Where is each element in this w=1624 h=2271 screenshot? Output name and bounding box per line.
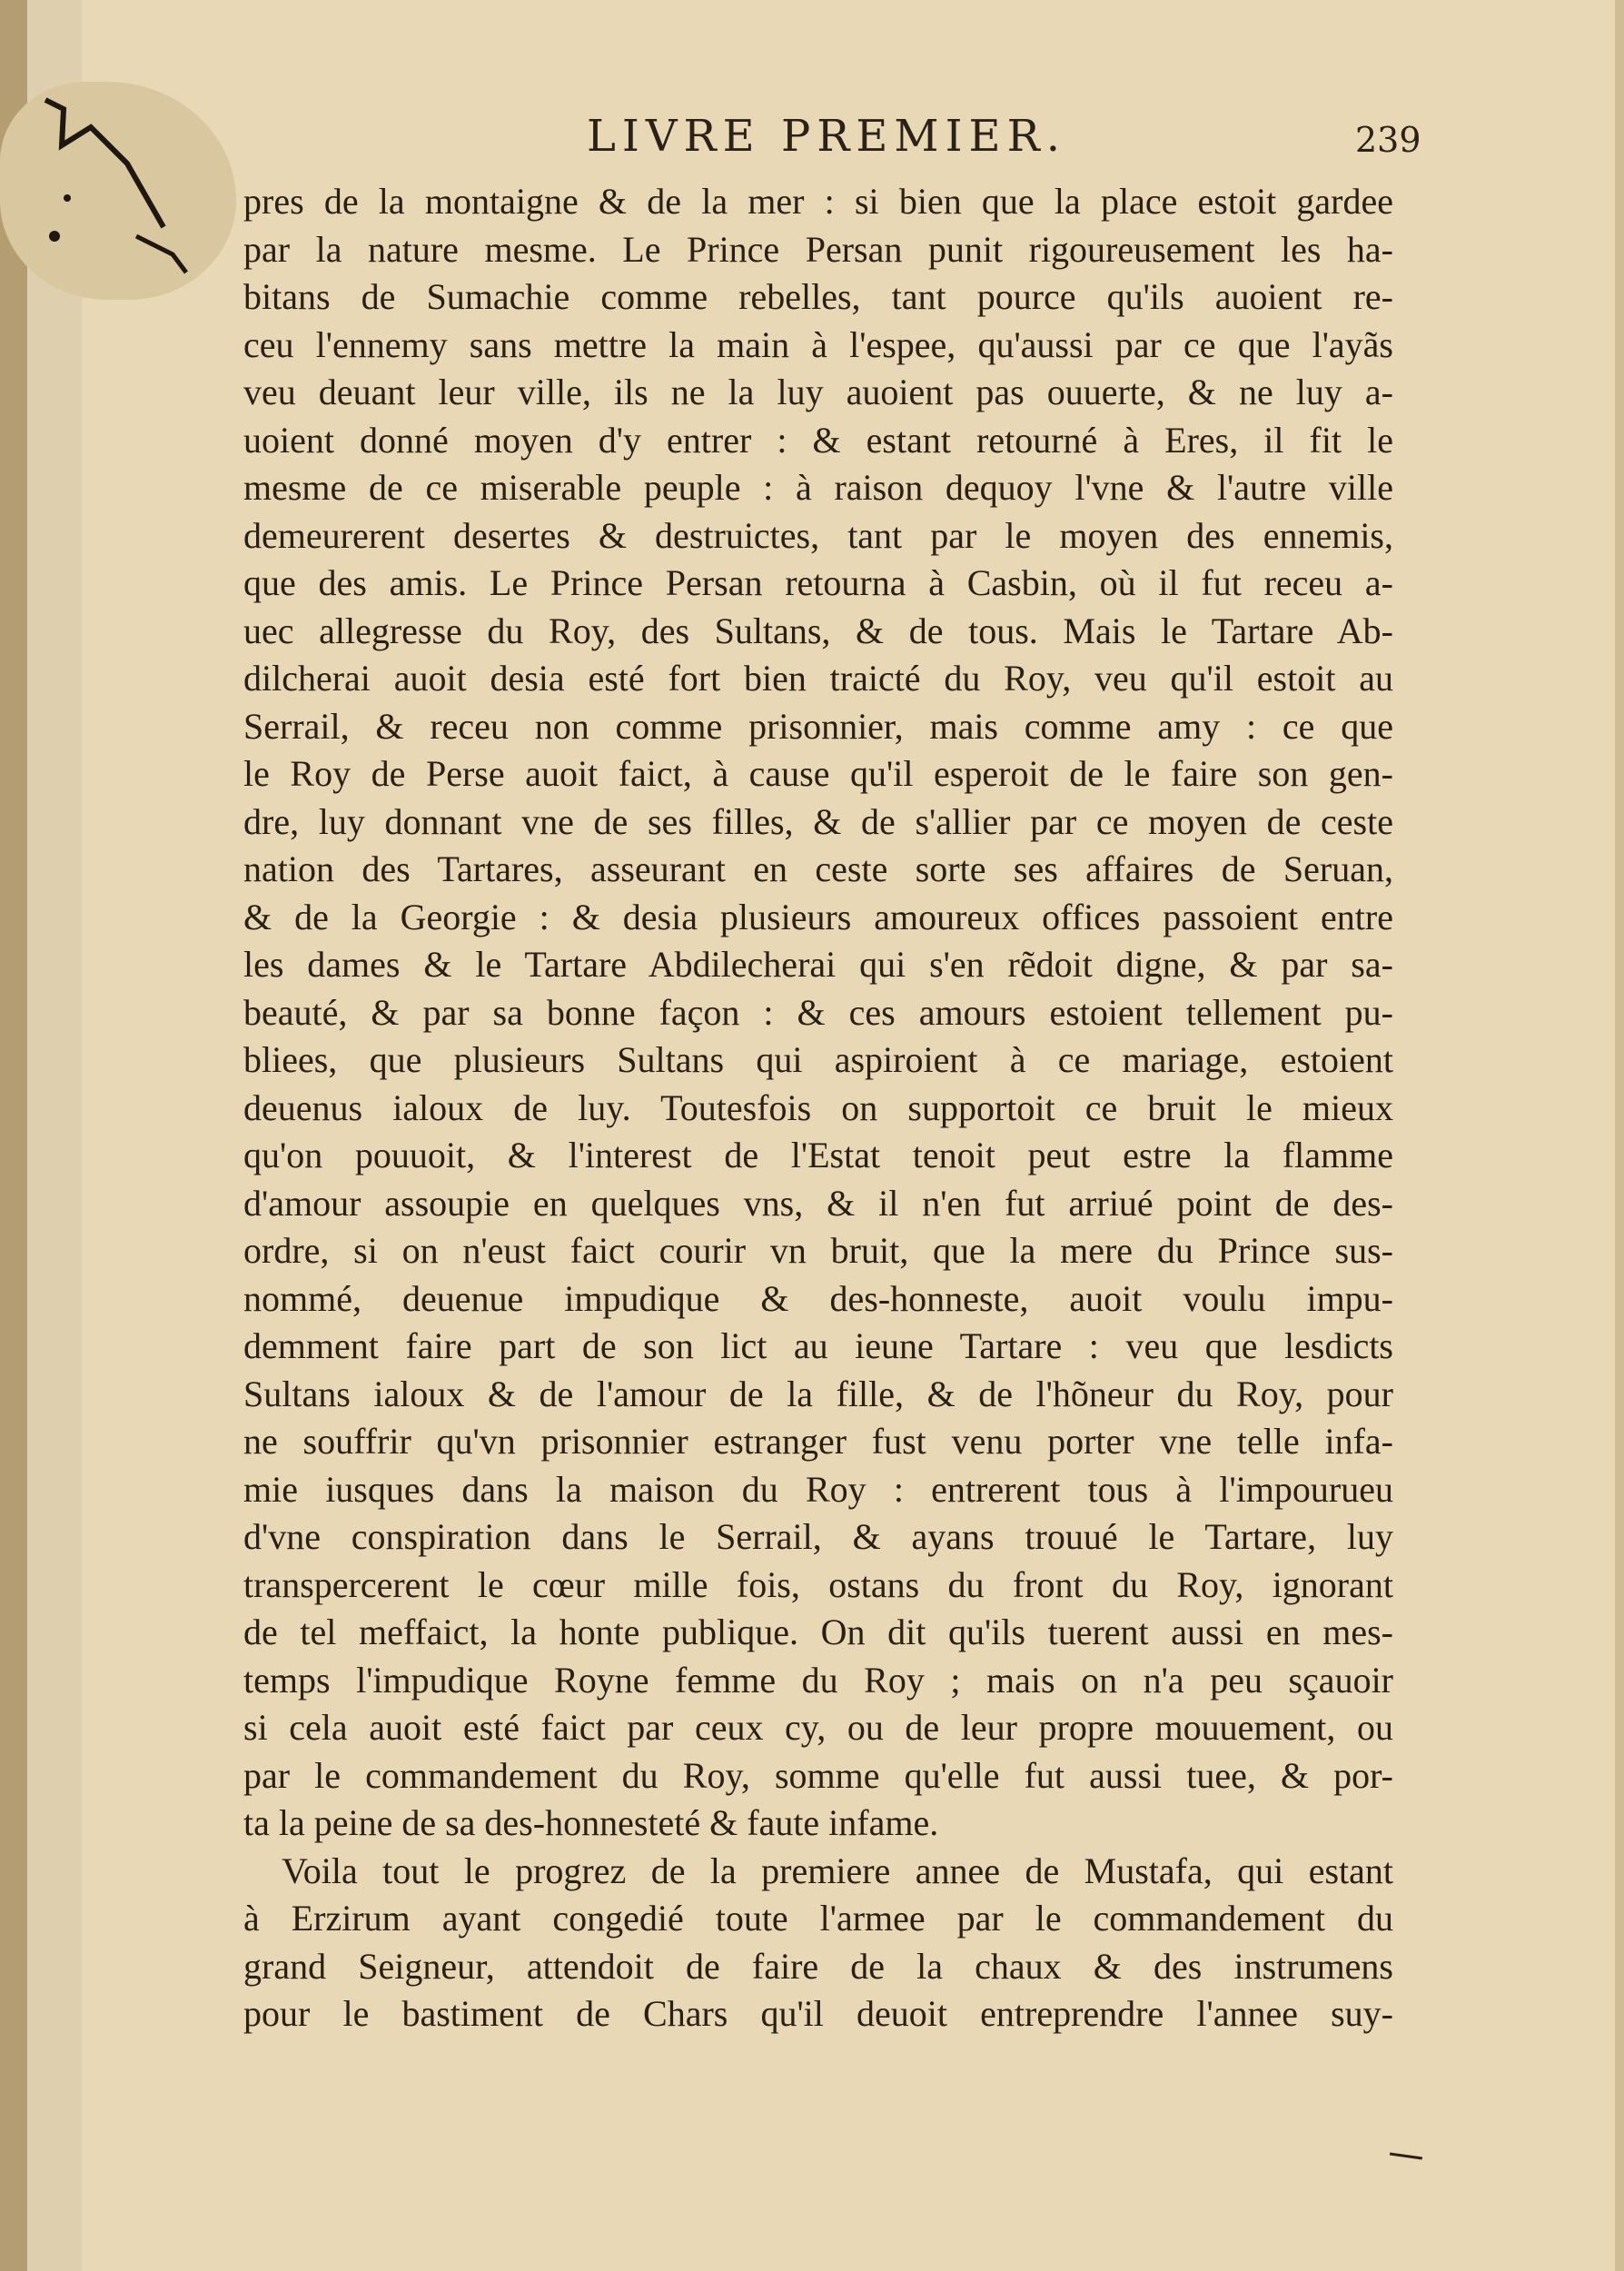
text-line: à Erzirum ayant congedié toute l'armee par le commandement du — [243, 1898, 1393, 1939]
text-line: nation des Tartares, asseurant en ceste sorte ses affaires de Seruan, — [243, 848, 1393, 889]
text-line: les dames & le Tartare Abdilecherai qui s'en rẽdoit digne, & par sa- — [243, 944, 1393, 985]
running-head — [245, 111, 1426, 165]
text-line: d'amour assoupie en quelques vns, & il n'en fut arriué point de des- — [243, 1182, 1393, 1224]
page-number: 239 — [1355, 120, 1421, 160]
text-line: demeurerent desertes & destruictes, tant par le moyen des ennemis, — [243, 514, 1393, 556]
text-line: & de la Georgie : & desia plusieurs amoureux offices passoient entre — [243, 896, 1393, 937]
paragraph-start-line: Voila tout le progrez de la premiere annee de Mustafa, qui estant — [282, 1850, 1393, 1891]
text-line: le Roy de Perse auoit faict, à cause qu'il esperoit de le faire son gen- — [243, 753, 1393, 794]
text-line: mesme de ce miserable peuple : à raison dequoy l'vne & l'autre ville — [243, 467, 1393, 508]
page-edge — [1615, 0, 1624, 2271]
text-line: deuenus ialoux de luy. Toutesfois on supportoit ce bruit le mieux — [243, 1086, 1393, 1128]
text-line: pres de la montaigne & de la mer : si bien que la place estoit gardee — [243, 181, 1393, 222]
gutter-shadow — [27, 0, 82, 2271]
text-line: d'vne conspiration dans le Serrail, & ayans trouué le Tartare, luy — [243, 1516, 1393, 1557]
text-line: transpercerent le cœur mille fois, ostans du front du Roy, ignorant — [243, 1563, 1393, 1605]
text-line: que des amis. Le Prince Persan retourna à Casbin, où il fut receu a- — [243, 562, 1393, 603]
body-text — [243, 178, 1393, 2034]
text-line: ta la peine de sa des-honnesteté & faute infame. — [243, 1802, 939, 1843]
text-line: nommé, deuenue impudique & des-honneste, auoit voulu impu- — [243, 1277, 1393, 1319]
text-line: grand Seigneur, attendoit de faire de la chaux & des instrumens — [243, 1945, 1393, 1987]
text-line: temps l'impudique Royne femme du Roy ; mais on n'a peu sçauoir — [243, 1659, 1393, 1701]
text-line: par le commandement du Roy, somme qu'elle fut aussi tuee, & por- — [243, 1754, 1393, 1796]
text-line: Sultans ialoux & de l'amour de la fille, & de l'hõneur du Roy, pour — [243, 1373, 1393, 1414]
text-line: ceu l'ennemy sans mettre la main à l'espee, qu'aussi par ce que l'ayãs — [243, 323, 1393, 365]
text-line: mie iusques dans la maison du Roy : entrerent tous à l'impourueu — [243, 1468, 1393, 1510]
text-line: ordre, si on n'eust faict courir vn bruit, que la mere du Prince sus- — [243, 1230, 1393, 1271]
text-line: veu deuant leur ville, ils ne la luy auoient pas ouuerte, & ne luy a- — [243, 372, 1393, 412]
text-line: dre, luy donnant vne de ses filles, & de s'allier par ce moyen de ceste — [243, 800, 1393, 842]
binding-gutter — [0, 0, 27, 2271]
text-line: bitans de Sumachie comme rebelles, tant pource qu'ils auoient re- — [243, 276, 1393, 317]
text-line: pour le bastiment de Chars qu'il deuoit entreprendre l'annee suy- — [243, 1993, 1393, 2034]
text-line: qu'on pouuoit, & l'interest de l'Estat tenoit peut estre la flamme — [243, 1135, 1393, 1175]
running-title: LIVRE PREMIER. — [587, 111, 1066, 162]
text-line: demment faire part de son lict au ieune Tartare : veu que lesdicts — [243, 1325, 1393, 1366]
text-line: par la nature mesme. Le Prince Persan punit rigoureusement les ha- — [243, 228, 1393, 270]
ink-mark — [1390, 2153, 1422, 2160]
text-line: uec allegresse du Roy, des Sultans, & de tous. Mais le Tartare Ab- — [243, 610, 1393, 651]
text-line: de tel meffaict, la honte publique. On dit qu'ils tuerent aussi en mes- — [243, 1612, 1393, 1652]
ink-flourish-icon — [27, 91, 209, 291]
text-line: Serrail, & receu non comme prisonnier, mais comme amy : ce que — [243, 705, 1393, 747]
text-line: dilcherai auoit desia esté fort bien traicté du Roy, veu qu'il estoit au — [243, 658, 1393, 699]
text-line: ne souffrir qu'vn prisonnier estranger fust venu porter vne telle infa- — [243, 1421, 1393, 1462]
text-line: uoient donné moyen d'y entrer : & estant retourné à Eres, il fit le — [243, 419, 1393, 461]
text-line: si cela auoit esté faict par ceux cy, ou de leur propre mouuement, ou — [243, 1707, 1393, 1748]
text-line: beauté, & par sa bonne façon : & ces amours estoient tellement pu- — [243, 991, 1393, 1033]
text-line: bliees, que plusieurs Sultans qui aspiroient à ce mariage, estoient — [243, 1039, 1393, 1080]
